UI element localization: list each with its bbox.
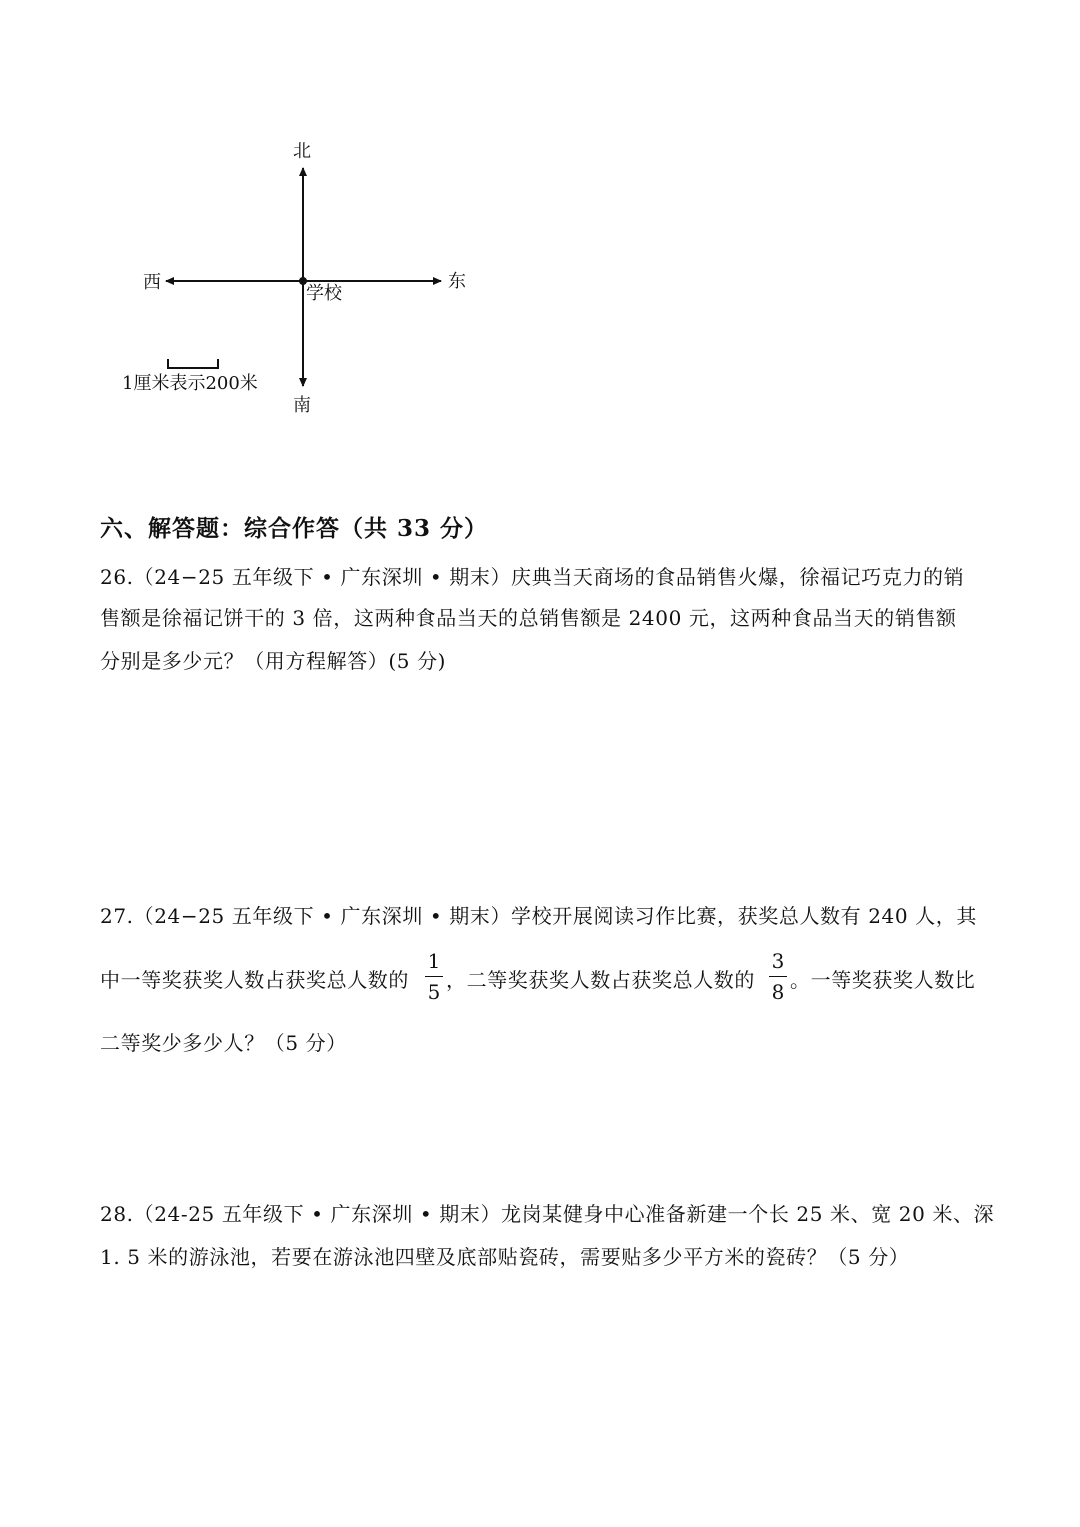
south-label: 南 bbox=[293, 395, 311, 416]
q27-line-3: 二等奖少多少人？（5 分） bbox=[100, 1031, 347, 1055]
west-label: 西 bbox=[143, 272, 161, 293]
fraction-bar bbox=[769, 976, 787, 977]
q27-line-1: 27.（24−25 五年级下 • 广东深圳 • 期末）学校开展阅读习作比赛，获奖总人数有 240 人，其 bbox=[100, 904, 977, 928]
school-label: 学校 bbox=[306, 283, 342, 304]
fraction-denominator: 8 bbox=[771, 980, 785, 1004]
q28-line-2: 1. 5 米的游泳池，若要在游泳池四壁及底部贴瓷砖，需要贴多少平方米的瓷砖？（5 分） bbox=[100, 1245, 910, 1269]
q26-line-2: 售额是徐福记饼干的 3 倍，这两种食品当天的总销售额是 2400 元，这两种食品当天的销售额 bbox=[100, 606, 957, 630]
q27-line-2-part-a: 中一等奖获奖人数占获奖总人数的 bbox=[100, 968, 409, 992]
fraction-bar bbox=[425, 976, 443, 977]
fraction-three-eighths bbox=[768, 950, 788, 1005]
east-label: 东 bbox=[448, 271, 466, 292]
fraction-numerator: 1 bbox=[427, 949, 441, 973]
fraction-denominator: 5 bbox=[427, 980, 441, 1004]
section-title: 六、解答题：综合作答（共 33 分） bbox=[100, 515, 489, 542]
q27-line-2-part-c: 。一等奖获奖人数比 bbox=[790, 968, 976, 992]
north-label: 北 bbox=[293, 141, 311, 162]
q26-line-1: 26.（24−25 五年级下 • 广东深圳 • 期末）庆典当天商场的食品销售火爆，徐福记巧克力的销 bbox=[100, 565, 965, 589]
direction-diagram bbox=[110, 130, 490, 430]
q28-line-1: 28.（24-25 五年级下 • 广东深圳 • 期末）龙岗某健身中心准备新建一个长 25 米、宽 20 米、深 bbox=[100, 1202, 995, 1226]
scale-bar bbox=[168, 359, 218, 368]
fraction-numerator: 3 bbox=[771, 949, 785, 973]
q27-line-2-part-b: ，二等奖获奖人数占获奖总人数的 bbox=[446, 968, 755, 992]
fraction-one-fifth bbox=[424, 950, 444, 1005]
q26-line-3: 分别是多少元？（用方程解答）(5 分) bbox=[100, 649, 447, 673]
scale-label: 1厘米表示200米 bbox=[122, 373, 258, 394]
